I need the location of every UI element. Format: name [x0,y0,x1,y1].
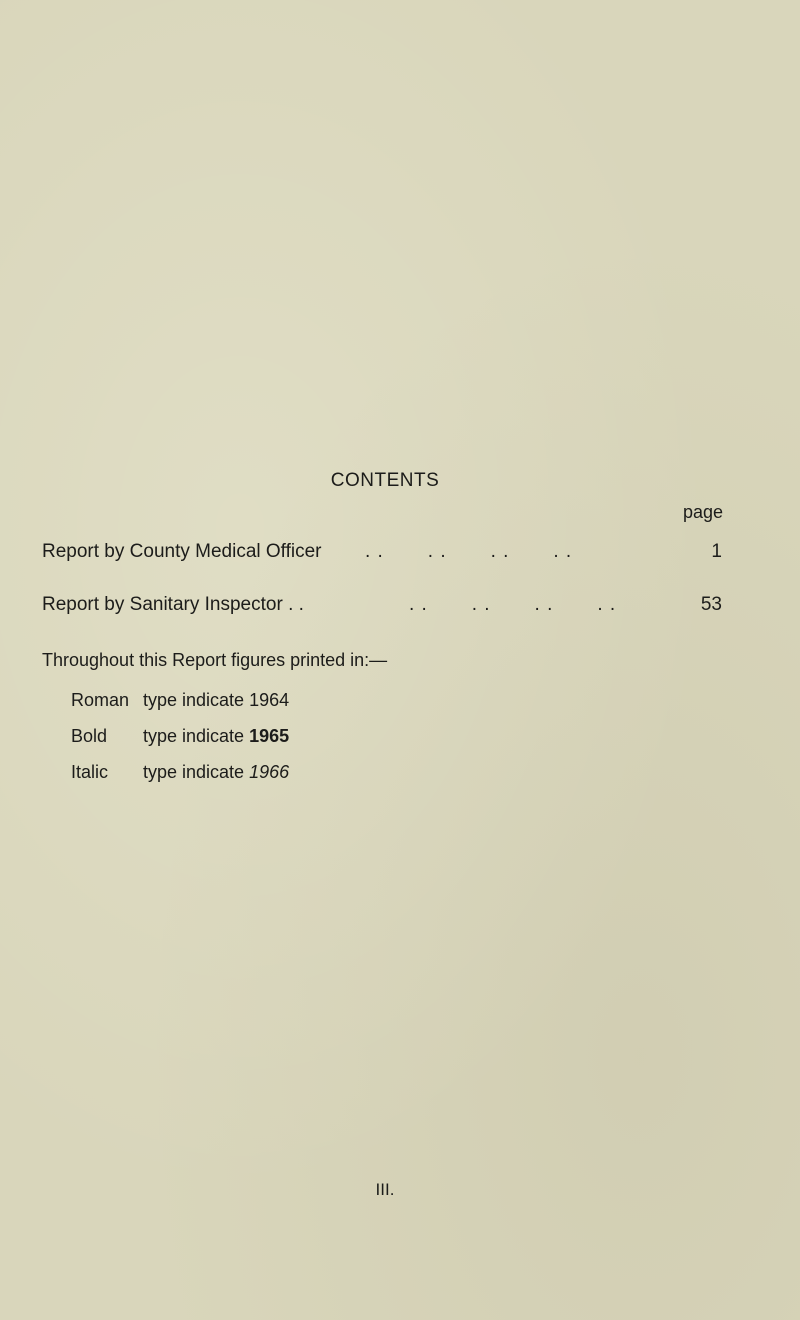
type-name: Italic [71,762,109,782]
folio-page-number: III. [375,1180,395,1199]
toc-entry [42,541,722,567]
toc-entry-page-number: 53 [700,594,722,615]
toc-entry-title: Report by County Medical Officer [42,541,322,562]
typography-row-roman [71,690,289,711]
toc-dot-leaders: . . . . . . . . [365,541,573,562]
type-description: type indicate [143,762,245,782]
type-year: 1966 [249,762,290,782]
type-name: Bold [71,726,108,746]
typography-row-italic [71,762,289,783]
toc-entry-page-number: 1 [711,541,722,562]
toc-entry-title: Report by Sanitary Inspector . . [42,594,304,615]
typography-row-bold [71,726,289,747]
type-year: 1965 [249,726,290,746]
toc-dot-leaders: . . . . . . . . [365,594,617,615]
typography-note-intro: Throughout this Report figures printed in:— [42,650,388,670]
type-year: 1964 [249,690,290,710]
type-name: Roman [71,690,130,710]
page-column-label: page [682,502,723,522]
toc-entry [42,594,722,620]
type-description: type indicate [143,726,245,746]
contents-title: CONTENTS [330,470,440,491]
type-description: type indicate [143,690,245,710]
